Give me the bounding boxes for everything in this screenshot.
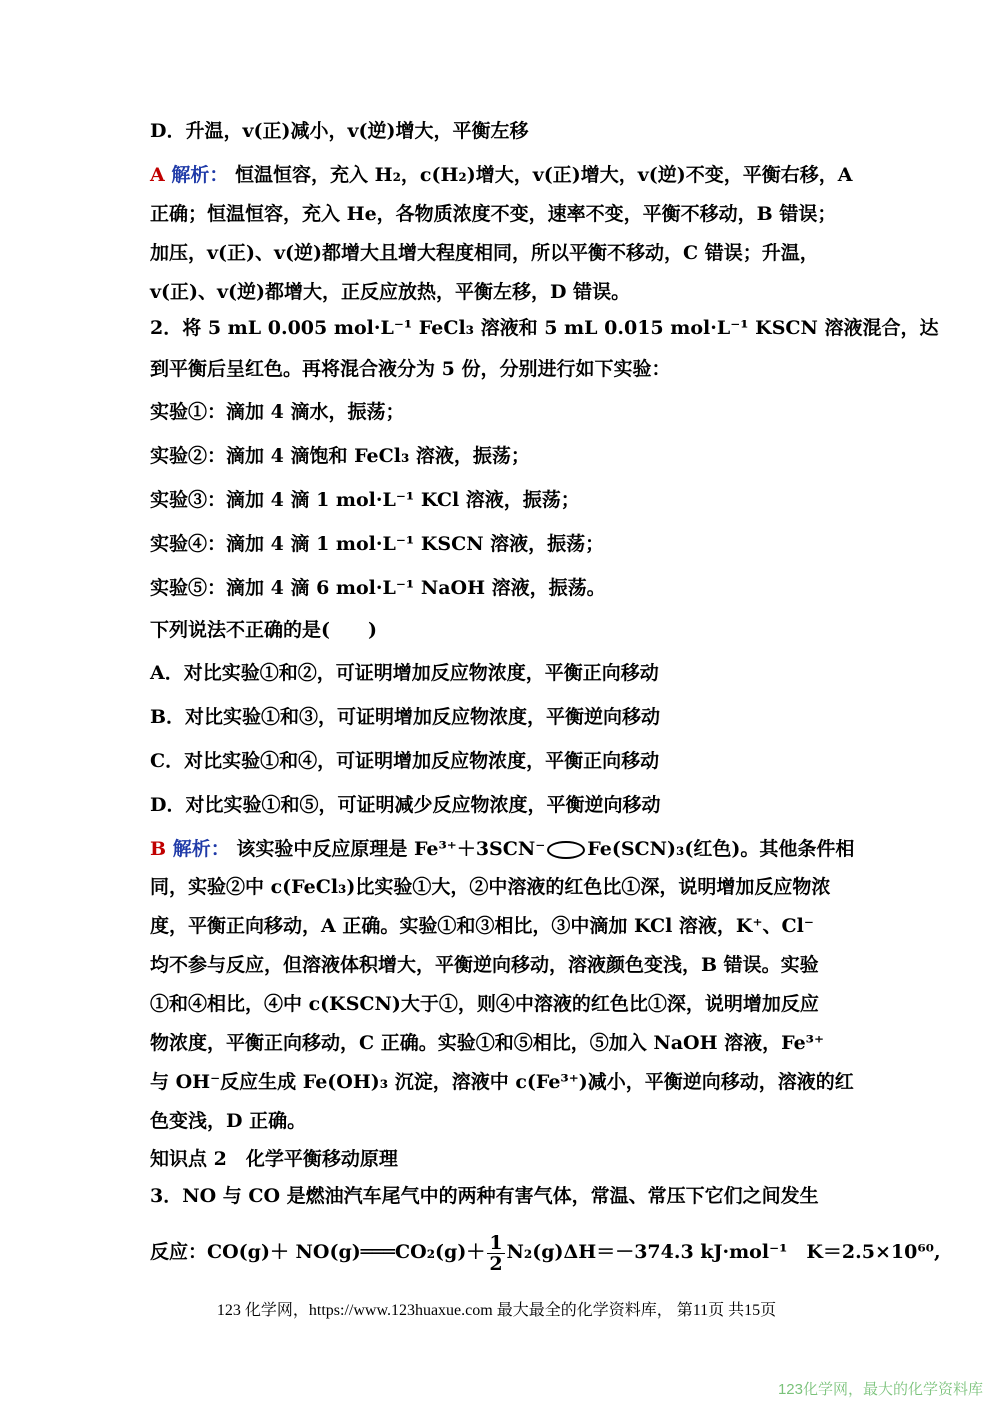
analysis-b-line-3: 度，平衡正向移动，A 正确。实验①和③相比，③中滴加 KCl 溶液，K⁺、Cl⁻ <box>150 915 814 937</box>
analysis-b-line-7: 与 OH⁻反应生成 Fe(OH)₃ 沉淀，溶液中 c(Fe³⁺)减小，平衡逆向移动，溶液的红 <box>150 1071 854 1093</box>
analysis-b-line-2: 同，实验②中 c(FeCl₃)比实验①大，②中溶液的红色比①深，说明增加反应物浓 <box>150 876 831 898</box>
option-a: A．对比实验①和②，可证明增加反应物浓度，平衡正向移动 <box>150 662 659 684</box>
reaction-equation <box>150 1232 941 1274</box>
analysis-text: 该实验中反应原理是 Fe³⁺＋3SCN⁻ <box>236 838 546 860</box>
fraction <box>487 1233 504 1274</box>
analysis-a-line-1 <box>150 162 853 188</box>
analysis-label: 解析： <box>172 838 230 860</box>
page-footer: 123 化学网，https://www.123huaxue.com 最大最全的化学资料库， 第11页 共15页 <box>216 1302 777 1319</box>
option-c: C．对比实验①和④，可证明增加反应物浓度，平衡正向移动 <box>150 750 660 772</box>
answer-letter: B <box>150 838 167 860</box>
analysis-label: 解析： <box>171 164 229 186</box>
question-3-line-1: 3．NO 与 CO 是燃油汽车尾气中的两种有害气体，常温、常压下它们之间发生 <box>150 1185 819 1207</box>
analysis-text: Fe(SCN)₃(红色)。其他条件相 <box>587 838 855 860</box>
analysis-b-line-4: 均不参与反应，但溶液体积增大，平衡逆向移动，溶液颜色变浅，B 错误。实验 <box>150 954 819 976</box>
option-b: B．对比实验①和③，可证明增加反应物浓度，平衡逆向移动 <box>150 706 661 728</box>
experiment-1: 实验①：滴加 4 滴水，振荡； <box>150 401 405 423</box>
analysis-b-line-1 <box>150 836 854 862</box>
analysis-b-line-5: ①和④相比，④中 c(KSCN)大于①，则④中溶液的红色比①深，说明增加反应 <box>150 993 819 1015</box>
analysis-a-line-3: 加压，v(正)、v(逆)都增大且增大程度相同，所以平衡不移动，C 错误；升温， <box>150 242 819 264</box>
analysis-a-line-2: 正确；恒温恒容，充入 He，各物质浓度不变，速率不变，平衡不移动，B 错误； <box>150 203 837 225</box>
analysis-text: 恒温恒容，充入 H₂，c(H₂)增大，v(正)增大，v(逆)不变，平衡右移，A <box>235 164 853 186</box>
fraction-numerator: 1 <box>489 1231 503 1254</box>
fraction-denominator: 2 <box>489 1252 503 1275</box>
option-d: D．对比实验①和⑤，可证明减少反应物浓度，平衡逆向移动 <box>150 794 661 816</box>
experiment-2: 实验②：滴加 4 滴饱和 FeCl₃ 溶液，振荡； <box>150 445 530 467</box>
experiment-3: 实验③：滴加 4 滴 1 mol·L⁻¹ KCl 溶液，振荡； <box>150 489 580 511</box>
reaction-text: N₂(g)ΔH＝－374.3 kJ·mol⁻¹ K＝2.5×10⁶⁰, <box>506 1241 941 1263</box>
question-2-line-1: 2．将 5 mL 0.005 mol·L⁻¹ FeCl₃ 溶液和 5 mL 0.015 mol·L⁻¹ KSCN 溶液混合，达 <box>150 317 939 339</box>
reaction-text: 反应：CO(g)＋ NO(g)═══CO₂(g)＋ <box>150 1241 486 1263</box>
experiment-4: 实验④：滴加 4 滴 1 mol·L⁻¹ KSCN 溶液，振荡； <box>150 533 605 555</box>
experiment-5: 实验⑤：滴加 4 滴 6 mol·L⁻¹ NaOH 溶液，振荡。 <box>150 577 606 599</box>
watermark: 123化学网，最大的化学资料库 <box>777 1381 983 1398</box>
answer-letter: A <box>150 164 165 186</box>
analysis-a-line-4: v(正)、v(逆)都增大，正反应放热，平衡左移，D 错误。 <box>150 281 631 303</box>
analysis-b-line-6: 物浓度，平衡正向移动，C 正确。实验①和⑤相比，⑤加入 NaOH 溶液，Fe³⁺ <box>150 1032 825 1054</box>
equilibrium-arrow-icon <box>547 841 585 859</box>
analysis-b-line-8: 色变浅，D 正确。 <box>150 1110 307 1132</box>
section-heading: 知识点 2 化学平衡移动原理 <box>150 1148 398 1170</box>
option-d-line: D．升温，v(正)减小，v(逆)增大，平衡左移 <box>150 120 529 142</box>
question-prompt: 下列说法不正确的是( ) <box>150 619 377 641</box>
question-2-line-2: 到平衡后呈红色。再将混合液分为 5 份，分别进行如下实验： <box>150 358 671 380</box>
